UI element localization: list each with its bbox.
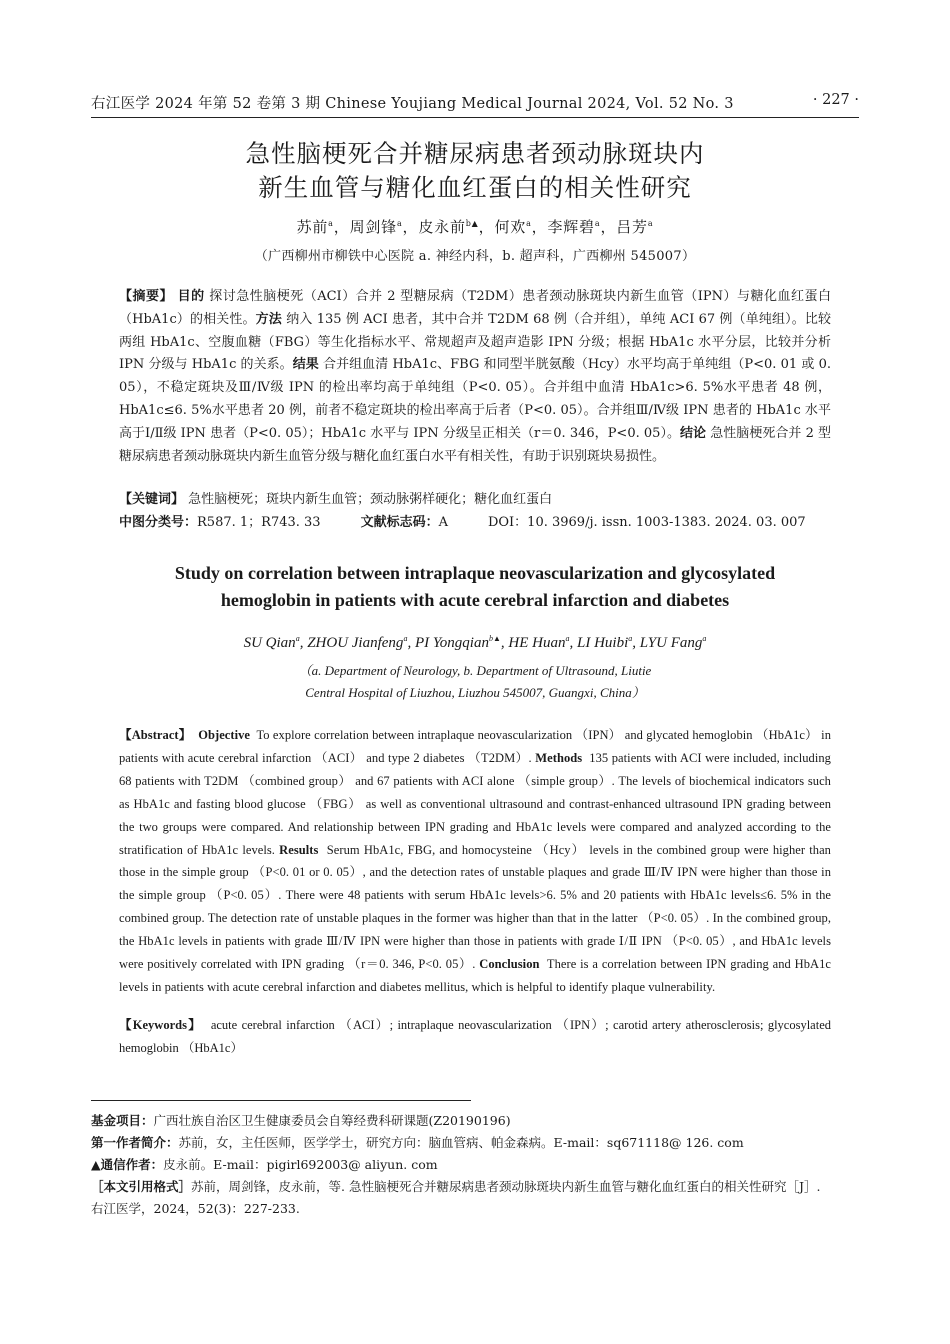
author: 周剑锋$^a$ [349,218,403,236]
english-title [0,560,950,614]
english-affiliation-line-2: Central Hospital of Liuzhou, Liuzhou 545007, Guangxi, China） [305,685,645,700]
author: LI Huibi$^a$ [576,634,633,651]
methods-text: 纳入 135 例 ACI 患者，其中合并 T2DM 68 例（合并组），单纯 ACI 67 例（单纯组）。比较两组 HbA1c、空腹血糖（FBG）等生化指标水平、常规超声及超声造影 IPN 分级；根据 HbA1c 水平分层，比较并分析 IPN 分级与 HbA1c 的关系。 [119,311,831,373]
citation-format-note: ［本文引用格式］苏前，周剑锋，皮永前，等. 急性脑梗死合并糖尿病患者颈动脉斑块内新生血管与糖化血红蛋白的相关性研究［J］. 右江医学，2024，52(3)：227-233. [91,1179,821,1216]
journal-citation-header: 右江医学 2024 年第 52 卷第 3 期 Chinese Youjiang Medical Journal 2024, Vol. 52 No. 3 [91,96,734,112]
chinese-title [0,137,950,205]
chinese-affiliation: （广西柳州市柳铁中心医院 a. 神经内科，b. 超声科，广西柳州 545007） [254,249,696,264]
footnotes [91,1110,831,1220]
clc-label: 中图分类号： [119,515,198,530]
corresponding-author-note: ▲通信作者：皮永前。E-mail：pigirl692003@ aliyun. com [91,1157,438,1172]
author: 李辉碧$^a$ [547,218,601,236]
chinese-abstract [119,286,831,468]
english-title-line-1: Study on correlation between intraplaque neovascularization and glycosylated [174,563,776,583]
abstract-label: 【Abstract】 [119,728,192,742]
first-author-note: 第一作者简介：苏前，女，主任医师，医学学士，研究方向：脑血管病、帕金森病。E-mail：sq671118@ 126. com [91,1135,744,1150]
conclusion-label: 结论 [680,425,707,441]
chinese-title-line-1: 急性脑梗死合并糖尿病患者颈动脉斑块内 [245,139,705,168]
keywords-text: acute cerebral infarction （ACI）; intraplaque neovascularization （IPN）; carotid artery atherosclerosis; glycosylated hemoglobin （HbA1c） [119,1018,832,1055]
running-header [91,90,859,114]
english-affiliation [0,660,950,704]
english-abstract [119,724,831,999]
chinese-authors: 苏前$^a$，周剑锋$^a$，皮永前$^{b▲}$，何欢$^a$，李辉碧$^a$，吕芳$^a$ [296,218,654,236]
classification-line [119,512,831,535]
clc-value: R587. 1；R743. 33 [197,515,321,530]
chinese-keywords [119,489,831,512]
results-label: 结果 [292,357,319,373]
doc-code-value: A [438,515,448,530]
results-text: 合并组血清 HbA1c、FBG 和同型半胱氨酸（Hcy）水平均高于单纯组（P<0. 01 或 0. 05），不稳定斑块及Ⅲ/Ⅳ级 IPN 的检出率均高于单纯组（P<0. 05）。合并组中血清 HbA1c>6. 5%水平患者 48 例，HbA1c≤6. 5%水平患者 20 例，前者不稳定斑块的检出率高于后者（P<0. 05）。合并组Ⅲ/Ⅳ级 IPN 患者的 HbA1c 水平高于Ⅰ/Ⅱ级 IPN 患者（P<0. 05）；HbA1c 水平与 IPN 分级呈正相关（r＝0. 346，P<0. 05）。 [119,357,831,441]
header-rule [91,117,859,118]
author: 何欢$^a$ [494,218,532,236]
author: PI Yongqian$^{b▲}$ [414,634,501,651]
results-label: Results [279,842,319,857]
author: 苏前$^a$ [296,218,334,236]
chinese-title-line-2: 新生血管与糖化血红蛋白的相关性研究 [258,173,692,202]
author: HE Huan$^a$ [508,634,570,651]
objective-label: Objective [198,728,251,742]
english-affiliation-line-1: （a. Department of Neurology, b. Department of Ultrasound, Liutie [298,663,652,678]
objective-text: To explore correlation between intraplaque neovascularization （IPN） and glycated hemoglobin （HbA1c） in patients with acute cerebral infarction （ACI） and type 2 diabetes （T2DM）. [119,728,832,765]
results-text: Serum HbA1c, FBG, and homocysteine （Hcy） levels in the combined group were higher than those in the simple group （P<0. 01 or 0. 05）, and the detection rates of unstable plaques and grade Ⅲ/Ⅳ IPN were higher than those in the simple group （P<0. 05）. There were 48 patients with serum HbA1c levels>6. 5% and 20 patients with HbA1c levels≤6. 5% in the combined group. The detection rate of unstable plaques in the former was higher than that in the latter （P<0. 05）. In the combined group, the HbA1c levels in patients with grade Ⅲ/Ⅳ IPN were higher than those in patients with grade Ⅰ/Ⅱ IPN （P<0. 05）, and HbA1c levels were positively correlated with IPN grading （r＝0. 346, P<0. 05）. [119,842,831,972]
conclusion-text: 急性脑梗死合并 2 型糖尿病患者颈动脉斑块内新生血管分级与糖化血红蛋白水平有相关性，有助于识别斑块易损性。 [119,425,832,464]
doc-code-label: 文献标志码： [360,515,439,530]
conclusion-text: There is a correlation between IPN grading and HbA1c levels in patients with acute cerebral infarction and diabetes mellitus, which is helpful to identify plaque vulnerability. [119,957,831,994]
author: 皮永前$^{b▲}$ [418,218,479,236]
author: ZHOU Jianfeng$^a$ [307,634,408,651]
english-title-line-2: hemoglobin in patients with acute cerebral infarction and diabetes [220,590,730,610]
english-keywords [119,1014,831,1060]
fund-note: 基金项目：广西壮族自治区卫生健康委员会自筹经费科研课题(Z20190196) [91,1113,511,1128]
objective-label: 目的 [177,289,205,304]
methods-label: 方法 [255,311,282,327]
abstract-label: 【摘要】 [119,289,173,304]
conclusion-label: Conclusion [479,957,540,972]
page-number: · 227 · [812,92,859,108]
author: 吕芳$^a$ [616,218,654,236]
keywords-text: 急性脑梗死；斑块内新生血管；颈动脉粥样硬化；糖化血红蛋白 [188,492,553,507]
author: LYU Fang$^a$ [639,634,707,651]
doi: DOI：10. 3969/j. issn. 1003-1383. 2024. 03. 007 [487,515,806,530]
footnote-rule [91,1100,471,1101]
english-authors: SU Qian$^a$, ZHOU Jianfeng$^a$, PI Yongqian$^{b▲}$, HE Huan$^a$, LI Huibi$^a$, LYU Fang$^a$ [243,634,707,651]
methods-label: Methods [535,750,583,765]
keywords-label: 【Keywords】 [119,1018,202,1032]
objective-text: 探讨急性脑梗死（ACI）合并 2 型糖尿病（T2DM）患者颈动脉斑块内新生血管（IPN）与糖化血红蛋白（HbA1c）的相关性。 [119,289,831,327]
keywords-label: 【关键词】 [119,492,185,507]
methods-text: 135 patients with ACI were included, including 68 patients with T2DM （combined group） and 67 patients with ACI alone （simple group）. The levels of biochemical indicators such as HbA1c and fasting blood glucose （FBG） as well as conventional ultrasound and contrast-enhanced ultrasound IPN grading between the two groups were compared. And relationship between IPN grading and HbA1c levels were compared and analyzed according to the stratification of HbA1c levels. [119,750,831,857]
author: SU Qian$^a$ [243,634,300,651]
